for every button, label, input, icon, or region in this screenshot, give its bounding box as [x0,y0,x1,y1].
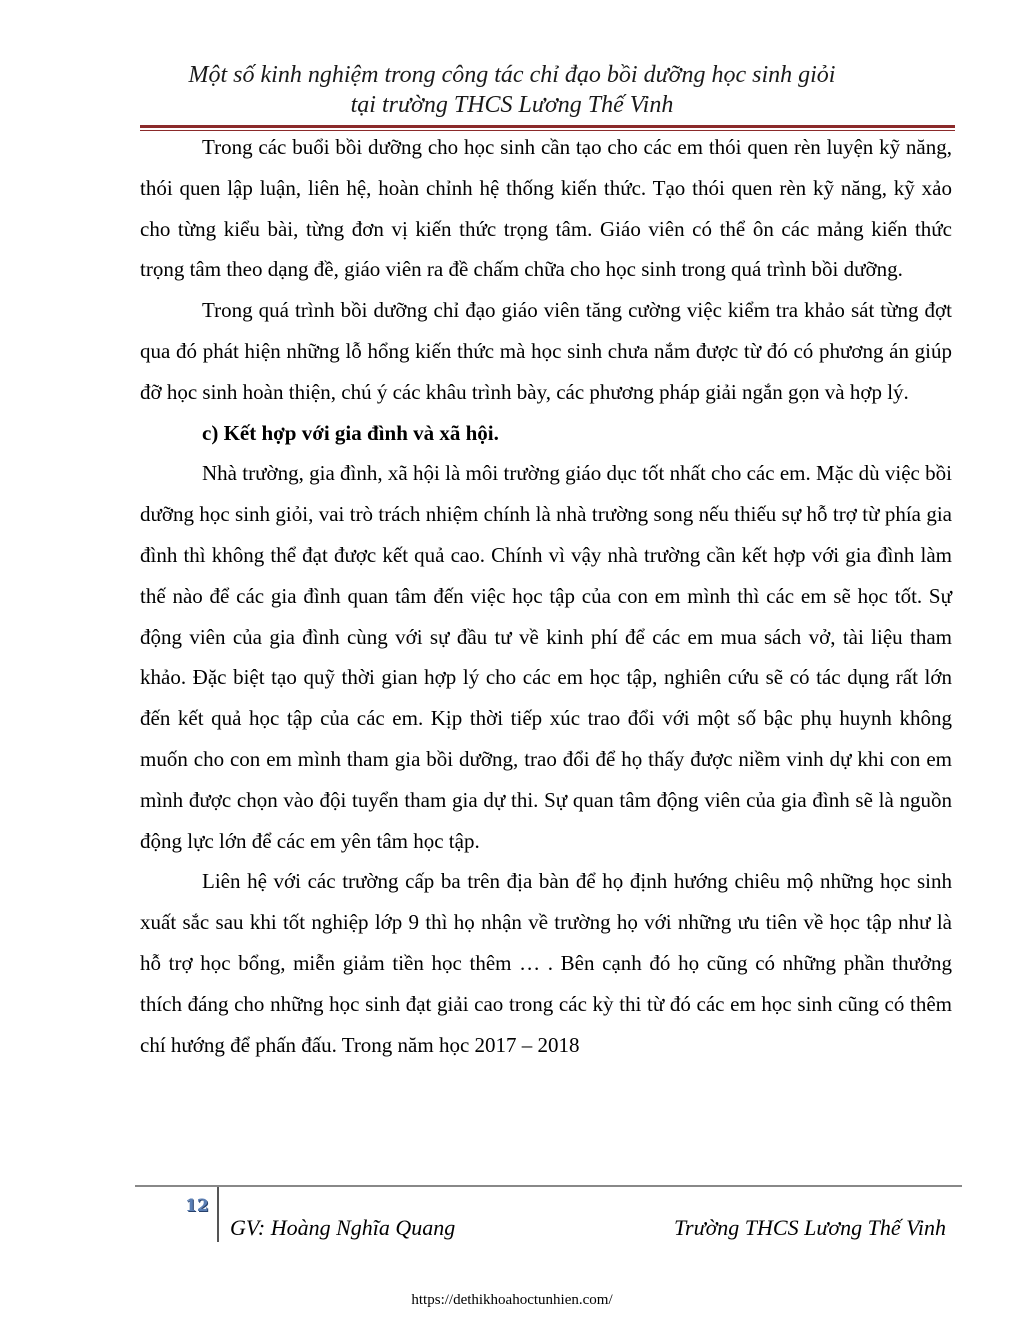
header-title-line-2: tại trường THCS Lương Thế Vinh [350,92,674,118]
footer-school: Trường THCS Lương Thế Vinh [673,1215,946,1240]
footer-divider [217,1187,219,1242]
header-title-line-1: Một số kinh nghiệm trong công tác chỉ đạo bồi dưỡng học sinh giỏi [188,62,836,88]
paragraph: Liên hệ với các trường cấp ba trên địa bàn để họ định hướng chiêu mộ những học sinh xuất sắc sau khi tốt nghiệp lớp 9 thì họ nhận về trường họ với những ưu tiên về học tập như là hỗ trợ học bổng, miễn giảm tiền học thêm … . Bên cạnh đó họ cũng có những phần thưởng thích đáng cho những học sinh đạt giải cao trong các kỳ thi từ đó các em học sinh cũng có thêm chí hướng để phấn đấu. Trong năm học 2017 – 2018 [140,869,952,1057]
paragraph: Trong các buổi bồi dưỡng cho học sinh cần tạo cho các em thói quen rèn luyện kỹ năng, thói quen lập luận, liên hệ, hoàn chỉnh hệ thống kiến thức. Tạo thói quen rèn kỹ năng, kỹ xảo cho từng kiểu bài, từng đơn vị kiến thức trọng tâm. Giáo viên có thể ôn các mảng kiến thức trọng tâm theo dạng đề, giáo viên ra đề chấm chữa cho học sinh trong quá trình bồi dưỡng. [140,135,952,282]
footer-author: GV: Hoàng Nghĩa Quang [230,1215,456,1240]
document-body [140,127,952,1065]
source-url[interactable]: https://dethikhoahoctunhien.com/ [411,1292,613,1308]
section-heading: c) Kết hợp với gia đình và xã hội. [202,420,499,445]
page-header-title [0,60,1024,120]
paragraph: Trong quá trình bồi dưỡng chỉ đạo giáo viên tăng cường việc kiểm tra khảo sát từng đợt qua đó phát hiện những lỗ hổng kiến thức mà học sinh chưa nắm được từ đó có phương án giúp đỡ học sinh hoàn thiện, chú ý các khâu trình bày, các phương pháp giải ngắn gọn và hợp lý. [140,298,952,404]
page-number: 12 [185,1196,209,1216]
footer-rule [135,1185,962,1187]
paragraph: Nhà trường, gia đình, xã hội là môi trường giáo dục tốt nhất cho các em. Mặc dù việc bồi dưỡng học sinh giỏi, vai trò trách nhiệm chính là nhà trường song nếu thiếu sự hỗ trợ từ phía gia đình thì không thể đạt được kết quả cao. Chính vì vậy nhà trường cần kết hợp với gia đình làm thế nào để các gia đình quan tâm đến việc học tập của con em mình thì các em sẽ học tốt. Sự động viên của gia đình cùng với sự đầu tư về kinh phí để các em mua sách vở, tài liệu tham khảo. Đặc biệt tạo quỹ thời gian hợp lý cho các em học tập, nghiên cứu sẽ có tác dụng rất lớn đến kết quả học tập của các em. Kịp thời tiếp xúc trao đổi với một số bậc phụ huynh không muốn cho con em mình tham gia bồi dưỡng, trao đổi để họ thấy được niềm vinh dự khi con em mình được chọn vào đội tuyển tham gia dự thi. Sự quan tâm động viên của gia đình sẽ là nguồn động lực lớn để các em yên tâm học tập. [140,461,952,853]
